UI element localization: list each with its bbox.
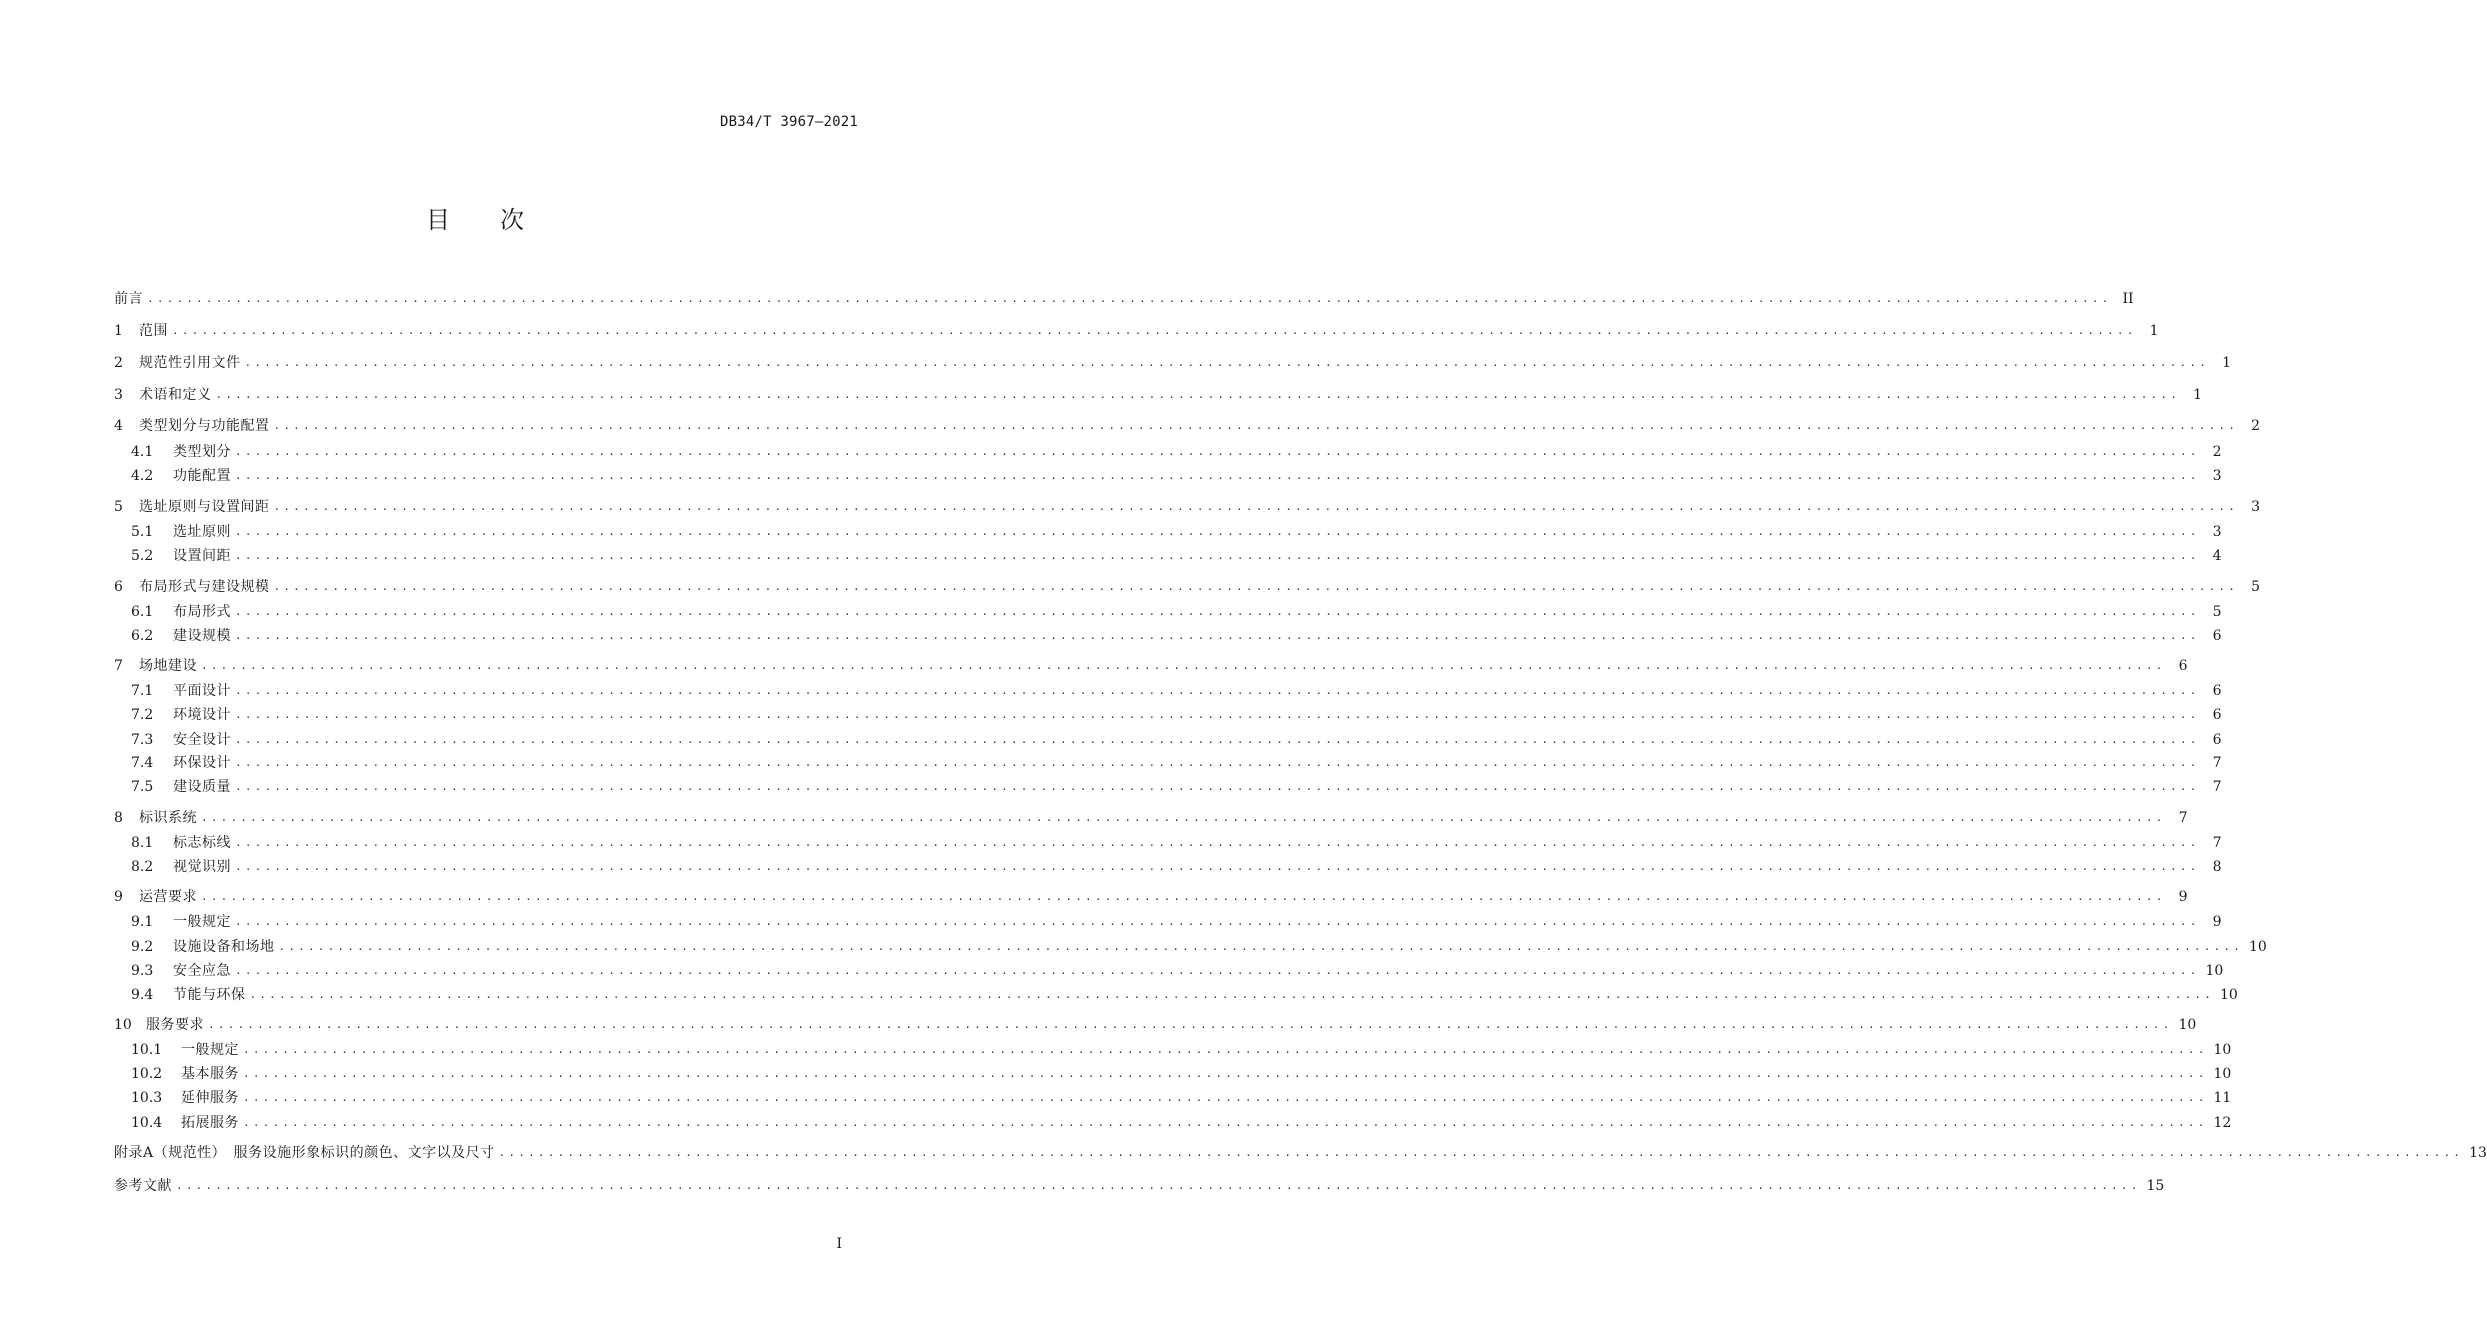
toc-leader-dots: ........................................................................................................................................................................................................: [249, 988, 2215, 1001]
toc-entry-page: 13: [2469, 1145, 2487, 1161]
toc-entry-label: 参考文献: [114, 1178, 172, 1194]
toc-entry-number: 10: [114, 1017, 132, 1033]
toc-entry-page: II: [2122, 291, 2134, 307]
toc-entry[interactable]: [131, 442, 2222, 462]
toc-entry-page: 9: [2212, 914, 2222, 930]
toc-leader-dots: ........................................................................................................................................................................................................: [243, 1116, 2208, 1129]
toc-leader-dots: ........................................................................................................................................................................................................: [235, 860, 2200, 873]
toc-entry-number: 10.1: [131, 1042, 163, 1058]
page-title-char-1: 目: [426, 206, 450, 234]
toc-entry-page: 5: [2212, 604, 2222, 620]
toc-leader-dots: ........................................................................................................................................................................................................: [215, 388, 2181, 401]
toc-leader-dots: ........................................................................................................................................................................................................: [235, 445, 2200, 458]
toc-entry-label: 建设规模: [173, 628, 231, 644]
toc-entry-page: 10: [2220, 987, 2238, 1003]
toc-entry-number: 4.1: [131, 444, 154, 460]
toc-entry-page: 6: [2212, 707, 2222, 723]
toc-leader-dots: ........................................................................................................................................................................................................: [235, 605, 2200, 618]
toc-entry-label: 类型划分: [173, 444, 231, 460]
toc-entry-page: 7: [2212, 835, 2222, 851]
toc-entry-page: 3: [2212, 524, 2222, 540]
toc-entry-page: 1: [2149, 323, 2159, 339]
toc-entry-number: 6.1: [131, 604, 154, 620]
toc-entry-page: 6: [2178, 658, 2188, 674]
toc-entry-number: 7.4: [131, 755, 154, 771]
toc-entry-label: 平面设计: [173, 683, 231, 699]
toc-entry[interactable]: [114, 321, 2159, 341]
toc-entry-number: 7.3: [131, 732, 154, 748]
toc-entry[interactable]: [131, 705, 2222, 725]
toc-entry-label: 设置间距: [173, 548, 231, 564]
toc-entry-label: 节能与环保: [173, 987, 246, 1003]
toc-leader-dots: ........................................................................................................................................................................................................: [201, 811, 2166, 824]
toc-entry[interactable]: [131, 777, 2222, 797]
toc-entry-label: 布局形式: [173, 604, 231, 620]
toc-entry[interactable]: [131, 857, 2222, 877]
toc-entry[interactable]: [131, 546, 2222, 566]
toc-leader-dots: ........................................................................................................................................................................................................: [208, 1018, 2173, 1031]
toc-entry-page: 10: [2249, 939, 2267, 955]
toc-entry-label: 范围: [139, 323, 168, 339]
toc-entry[interactable]: [131, 1064, 2232, 1084]
toc-leader-dots: ........................................................................................................................................................................................................: [235, 469, 2200, 482]
toc-entry-number: 5.2: [131, 548, 154, 564]
toc-entry[interactable]: [131, 1088, 2232, 1108]
toc-entry[interactable]: [114, 1015, 2197, 1035]
toc-leader-dots: ........................................................................................................................................................................................................: [235, 756, 2200, 769]
toc-leader-dots: ........................................................................................................................................................................................................: [235, 525, 2200, 538]
toc-entry-label: 一般规定: [181, 1042, 239, 1058]
toc-entry-page: 2: [2251, 418, 2261, 434]
toc-entry-label: 视觉识别: [173, 859, 231, 875]
toc-entry-page: 8: [2212, 859, 2222, 875]
toc-entry-number: 5: [114, 499, 123, 515]
toc-entry[interactable]: [114, 577, 2261, 597]
toc-entry-label: 规范性引用文件: [139, 355, 241, 371]
toc-entry[interactable]: [131, 937, 2267, 957]
toc-entry[interactable]: [131, 730, 2222, 750]
toc-leader-dots: ........................................................................................................................................................................................................: [235, 780, 2200, 793]
toc-entry[interactable]: [131, 1113, 2232, 1133]
toc-entry-number: 8.1: [131, 835, 154, 851]
toc-entry-number: 4.2: [131, 468, 154, 484]
toc-entry[interactable]: [131, 912, 2222, 932]
toc-entry[interactable]: [114, 1143, 2487, 1163]
toc-entry-page: 1: [2222, 355, 2232, 371]
toc-entry-label: 功能配置: [173, 468, 231, 484]
toc-leader-dots: ........................................................................................................................................................................................................: [235, 733, 2200, 746]
toc-entry-number: 8.2: [131, 859, 154, 875]
toc-leader-dots: ........................................................................................................................................................................................................: [243, 1043, 2208, 1056]
toc-entry-number: 6.2: [131, 628, 154, 644]
toc-entry[interactable]: [114, 808, 2188, 828]
toc-entry[interactable]: [114, 887, 2188, 907]
toc-entry-number: 10.3: [131, 1090, 163, 1106]
toc-entry-page: 10: [2213, 1066, 2232, 1082]
toc-entry[interactable]: [114, 416, 2261, 436]
toc-entry-label: 环境设计: [173, 707, 231, 723]
page-title-char-2: 次: [500, 206, 524, 234]
toc-leader-dots: ........................................................................................................................................................................................................: [273, 419, 2239, 432]
toc-entry[interactable]: [131, 753, 2222, 773]
toc-leader-dots: ........................................................................................................................................................................................................: [243, 1067, 2208, 1080]
toc-entry-page: 1: [2193, 387, 2203, 403]
toc-entry[interactable]: [114, 289, 2134, 309]
toc-entry-number: 2: [114, 355, 123, 371]
toc-entry[interactable]: [131, 833, 2222, 853]
toc-entry-page: 2: [2212, 444, 2222, 460]
toc-entry-page: 3: [2251, 499, 2261, 515]
toc-leader-dots: ........................................................................................................................................................................................................: [235, 708, 2200, 721]
toc-entry-page: 7: [2178, 810, 2188, 826]
toc-entry-number: 9.4: [131, 987, 154, 1003]
toc-leader-dots: ........................................................................................................................................................................................................: [176, 1179, 2141, 1192]
toc-entry[interactable]: [131, 602, 2222, 622]
toc-entry-label: 布局形式与建设规模: [139, 579, 270, 595]
toc-entry-page: 10: [2205, 963, 2224, 979]
toc-entry-number: 7.2: [131, 707, 154, 723]
toc-entry-page: 12: [2213, 1115, 2232, 1131]
toc-leader-dots: ........................................................................................................................................................................................................: [235, 915, 2200, 928]
toc-entry[interactable]: [131, 681, 2222, 701]
page-number: I: [836, 1236, 842, 1252]
toc-entry-label: 设施设备和场地: [173, 939, 275, 955]
toc-leader-dots: ........................................................................................................................................................................................................: [243, 1091, 2208, 1104]
toc-entry[interactable]: [131, 1040, 2232, 1060]
toc-entry-label: 安全设计: [173, 732, 231, 748]
toc-entry-page: 9: [2178, 889, 2188, 905]
toc-entry-label: 安全应急: [173, 963, 231, 979]
toc-leader-dots: ........................................................................................................................................................................................................: [244, 356, 2210, 369]
toc-entry-page: 6: [2212, 683, 2222, 699]
toc-entry-page: 7: [2212, 779, 2222, 795]
toc-leader-dots: ........................................................................................................................................................................................................: [235, 684, 2200, 697]
toc-entry[interactable]: [114, 353, 2232, 373]
toc-entry-label: 类型划分与功能配置: [139, 418, 270, 434]
toc-entry[interactable]: [114, 385, 2203, 405]
toc-entry-number: 7.1: [131, 683, 154, 699]
toc-entry-number: 4: [114, 418, 123, 434]
toc-entry[interactable]: [131, 985, 2238, 1005]
toc-entry-page: 5: [2251, 579, 2261, 595]
toc-leader-dots: ........................................................................................................................................................................................................: [235, 629, 2200, 642]
toc-entry-page: 7: [2212, 755, 2222, 771]
toc-entry[interactable]: [131, 961, 2224, 981]
toc-entry-number: 9.3: [131, 963, 154, 979]
toc-leader-dots: ........................................................................................................................................................................................................: [278, 940, 2244, 953]
toc-entry-number: 7: [114, 658, 123, 674]
toc-entry-page: 6: [2212, 628, 2222, 644]
document-code: DB34/T 3967—2021: [719, 114, 858, 130]
toc-leader-dots: ........................................................................................................................................................................................................: [498, 1146, 2464, 1159]
toc-leader-dots: ........................................................................................................................................................................................................: [273, 500, 2239, 513]
toc-entry-number: 3: [114, 387, 123, 403]
toc-entry-label: 服务要求: [146, 1017, 204, 1033]
toc-entry-label: 场地建设: [139, 658, 197, 674]
toc-entry-label: 标识系统: [139, 810, 197, 826]
toc-leader-dots: ........................................................................................................................................................................................................: [201, 890, 2166, 903]
toc-entry-number: 9.2: [131, 939, 154, 955]
toc-leader-dots: ........................................................................................................................................................................................................: [235, 836, 2200, 849]
toc-leader-dots: ........................................................................................................................................................................................................: [201, 659, 2166, 672]
toc-entry-number: 10.4: [131, 1115, 163, 1131]
toc-leader-dots: ........................................................................................................................................................................................................: [235, 964, 2200, 977]
toc-entry-label: 建设质量: [173, 779, 231, 795]
toc-entry-label: 拓展服务: [181, 1115, 239, 1131]
toc-entry-number: 7.5: [131, 779, 154, 795]
toc-entry[interactable]: [114, 497, 2261, 517]
toc-entry[interactable]: [131, 466, 2222, 486]
toc-entry-page: 15: [2146, 1178, 2165, 1194]
toc-entry-label: 附录A（规范性） 服务设施形象标识的颜色、文字以及尺寸: [114, 1145, 495, 1161]
toc-entry-number: 9: [114, 889, 123, 905]
toc-entry-page: 4: [2212, 548, 2222, 564]
toc-entry-number: 8: [114, 810, 123, 826]
toc-entry-label: 环保设计: [173, 755, 231, 771]
toc-entry-label: 一般规定: [173, 914, 231, 930]
toc-entry[interactable]: [131, 522, 2222, 542]
toc-entry-number: 1: [114, 323, 123, 339]
toc-entry[interactable]: [131, 626, 2222, 646]
toc-entry-number: 6: [114, 579, 123, 595]
toc-entry-page: 10: [2213, 1042, 2232, 1058]
toc-leader-dots: ........................................................................................................................................................................................................: [235, 549, 2200, 562]
toc-entry[interactable]: [114, 656, 2188, 676]
toc-entry-label: 选址原则与设置间距: [139, 499, 270, 515]
toc-entry-label: 运营要求: [139, 889, 197, 905]
toc-leader-dots: ........................................................................................................................................................................................................: [172, 324, 2137, 337]
toc-leader-dots: ........................................................................................................................................................................................................: [147, 292, 2112, 305]
toc-entry-page: 11: [2213, 1090, 2232, 1106]
toc-entry-label: 延伸服务: [181, 1090, 239, 1106]
toc-entry-page: 3: [2212, 468, 2222, 484]
toc-entry-number: 10.2: [131, 1066, 163, 1082]
toc-entry-label: 术语和定义: [139, 387, 212, 403]
toc-entry-label: 前言: [114, 291, 143, 307]
toc-entry-page: 10: [2178, 1017, 2197, 1033]
toc-entry-label: 标志标线: [173, 835, 231, 851]
toc-entry-label: 选址原则: [173, 524, 231, 540]
toc-entry-number: 5.1: [131, 524, 154, 540]
toc-entry-page: 6: [2212, 732, 2222, 748]
toc-leader-dots: ........................................................................................................................................................................................................: [273, 580, 2239, 593]
toc-entry-number: 9.1: [131, 914, 154, 930]
toc-entry[interactable]: [114, 1176, 2165, 1196]
toc-entry-label: 基本服务: [181, 1066, 239, 1082]
